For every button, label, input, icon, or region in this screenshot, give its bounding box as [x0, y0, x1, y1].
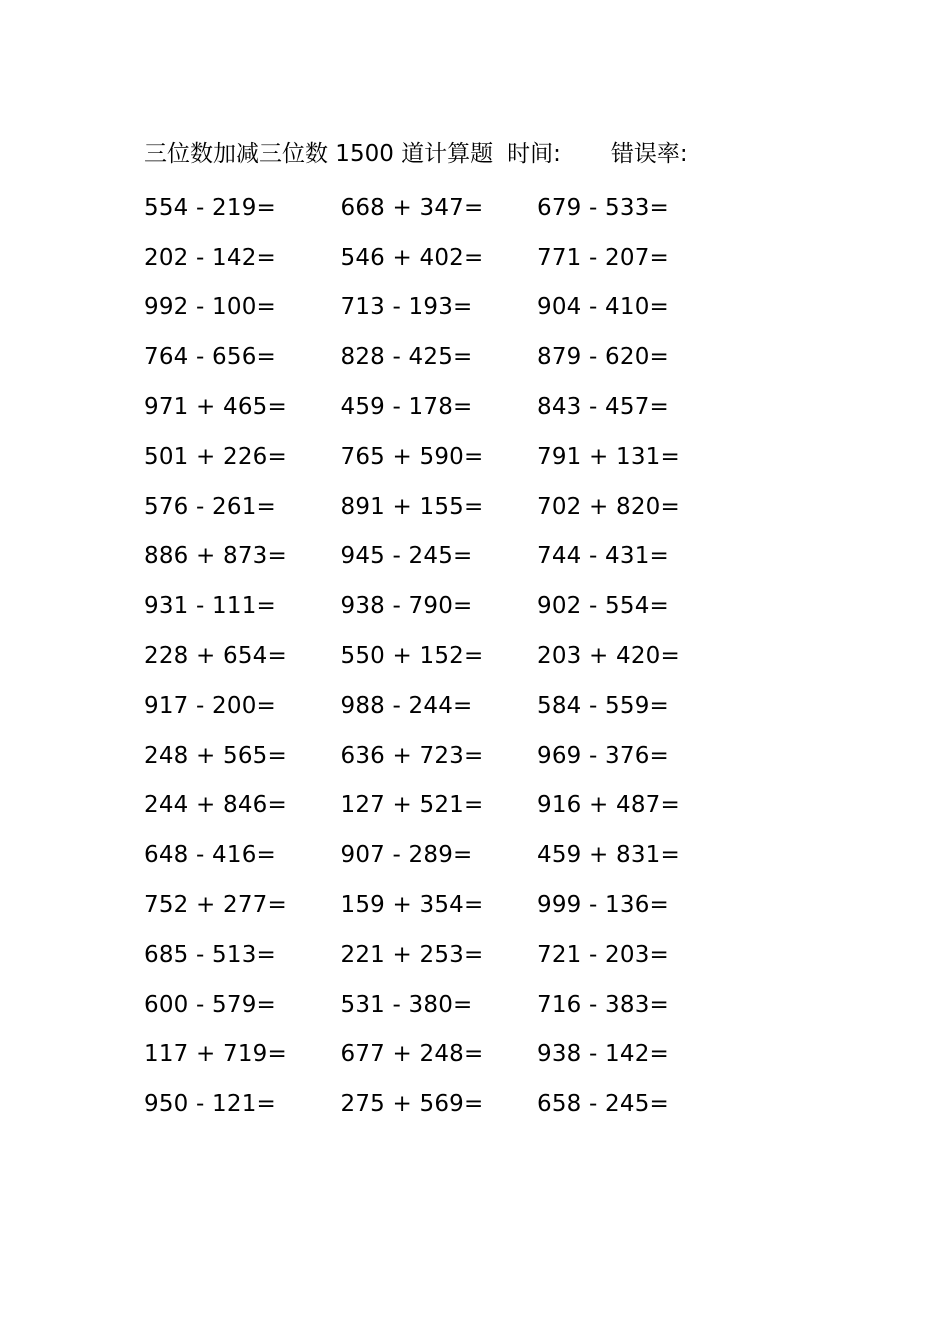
arithmetic-problem: 221 + 253=	[340, 941, 484, 968]
arithmetic-problem: 713 - 193=	[340, 294, 473, 321]
problem-row	[144, 283, 734, 333]
arithmetic-problem: 891 + 155=	[340, 493, 484, 520]
arithmetic-problem: 584 - 559=	[537, 692, 669, 719]
arithmetic-problem: 765 + 590=	[340, 443, 484, 470]
arithmetic-problem: 721 - 203=	[537, 941, 669, 968]
arithmetic-problem: 550 + 152=	[340, 643, 484, 670]
problem-row	[144, 432, 734, 482]
arithmetic-problem: 917 - 200=	[144, 692, 276, 719]
arithmetic-problem: 546 + 402=	[340, 244, 484, 271]
arithmetic-problem: 159 + 354=	[340, 892, 484, 919]
problem-row	[144, 880, 734, 930]
arithmetic-problem: 459 - 178=	[340, 394, 473, 421]
arithmetic-problem: 244 + 846=	[144, 792, 287, 819]
problem-row	[144, 581, 734, 631]
arithmetic-problem: 904 - 410=	[537, 294, 669, 321]
arithmetic-problem: 716 - 383=	[537, 991, 669, 1018]
problem-row	[144, 482, 734, 532]
problem-row	[144, 183, 734, 233]
arithmetic-problem: 576 - 261=	[144, 493, 276, 520]
arithmetic-problem: 228 + 654=	[144, 643, 287, 670]
problem-row	[144, 1030, 734, 1080]
arithmetic-problem: 938 - 142=	[537, 1041, 669, 1068]
problem-row	[144, 980, 734, 1030]
arithmetic-problem: 679 - 533=	[537, 194, 669, 221]
arithmetic-problem: 938 - 790=	[340, 593, 473, 620]
arithmetic-problem: 969 - 376=	[537, 742, 669, 769]
problem-row	[144, 830, 734, 880]
arithmetic-problem: 677 + 248=	[340, 1041, 484, 1068]
arithmetic-problem: 658 - 245=	[537, 1091, 669, 1118]
arithmetic-problem: 931 - 111=	[144, 593, 276, 620]
arithmetic-problem: 203 + 420=	[537, 643, 680, 670]
arithmetic-problem: 501 + 226=	[144, 443, 287, 470]
arithmetic-problem: 828 - 425=	[340, 344, 473, 371]
arithmetic-problem: 999 - 136=	[537, 892, 669, 919]
problem-row	[144, 781, 734, 831]
problem-row	[144, 382, 734, 432]
arithmetic-problem: 668 + 347=	[340, 194, 484, 221]
arithmetic-problem: 531 - 380=	[340, 991, 473, 1018]
problem-row	[144, 532, 734, 582]
arithmetic-problem: 685 - 513=	[144, 941, 276, 968]
arithmetic-problem: 907 - 289=	[340, 842, 473, 869]
arithmetic-problem: 992 - 100=	[144, 294, 276, 321]
arithmetic-problem: 971 + 465=	[144, 394, 287, 421]
arithmetic-problem: 744 - 431=	[537, 543, 669, 570]
arithmetic-problem: 554 - 219=	[144, 194, 276, 221]
arithmetic-problem: 988 - 244=	[340, 692, 473, 719]
problem-row	[144, 681, 734, 731]
problem-row	[144, 631, 734, 681]
error-rate-label: 错误率:	[610, 140, 688, 167]
arithmetic-problem: 916 + 487=	[537, 792, 680, 819]
worksheet-title: 三位数加减三位数 1500 道计算题	[144, 140, 494, 167]
arithmetic-problem: 950 - 121=	[144, 1091, 276, 1118]
arithmetic-problem: 843 - 457=	[537, 394, 669, 421]
arithmetic-problem: 902 - 554=	[537, 593, 669, 620]
arithmetic-problem: 127 + 521=	[340, 792, 484, 819]
problem-grid	[144, 183, 734, 1129]
arithmetic-problem: 945 - 245=	[340, 543, 473, 570]
problem-row	[144, 1079, 734, 1129]
problem-row	[144, 233, 734, 283]
arithmetic-problem: 752 + 277=	[144, 892, 287, 919]
problem-row	[144, 332, 734, 382]
arithmetic-problem: 648 - 416=	[144, 842, 276, 869]
arithmetic-problem: 600 - 579=	[144, 991, 276, 1018]
arithmetic-problem: 248 + 565=	[144, 742, 287, 769]
worksheet-header	[144, 134, 688, 168]
arithmetic-problem: 702 + 820=	[537, 493, 680, 520]
problem-row	[144, 731, 734, 781]
arithmetic-problem: 117 + 719=	[144, 1041, 287, 1068]
arithmetic-problem: 459 + 831=	[537, 842, 680, 869]
arithmetic-problem: 771 - 207=	[537, 244, 669, 271]
arithmetic-problem: 275 + 569=	[340, 1091, 484, 1118]
arithmetic-problem: 886 + 873=	[144, 543, 287, 570]
time-label: 时间:	[507, 140, 561, 167]
arithmetic-problem: 879 - 620=	[537, 344, 669, 371]
problem-row	[144, 930, 734, 980]
arithmetic-problem: 636 + 723=	[340, 742, 484, 769]
arithmetic-problem: 764 - 656=	[144, 344, 276, 371]
arithmetic-problem: 202 - 142=	[144, 244, 276, 271]
arithmetic-problem: 791 + 131=	[537, 443, 680, 470]
